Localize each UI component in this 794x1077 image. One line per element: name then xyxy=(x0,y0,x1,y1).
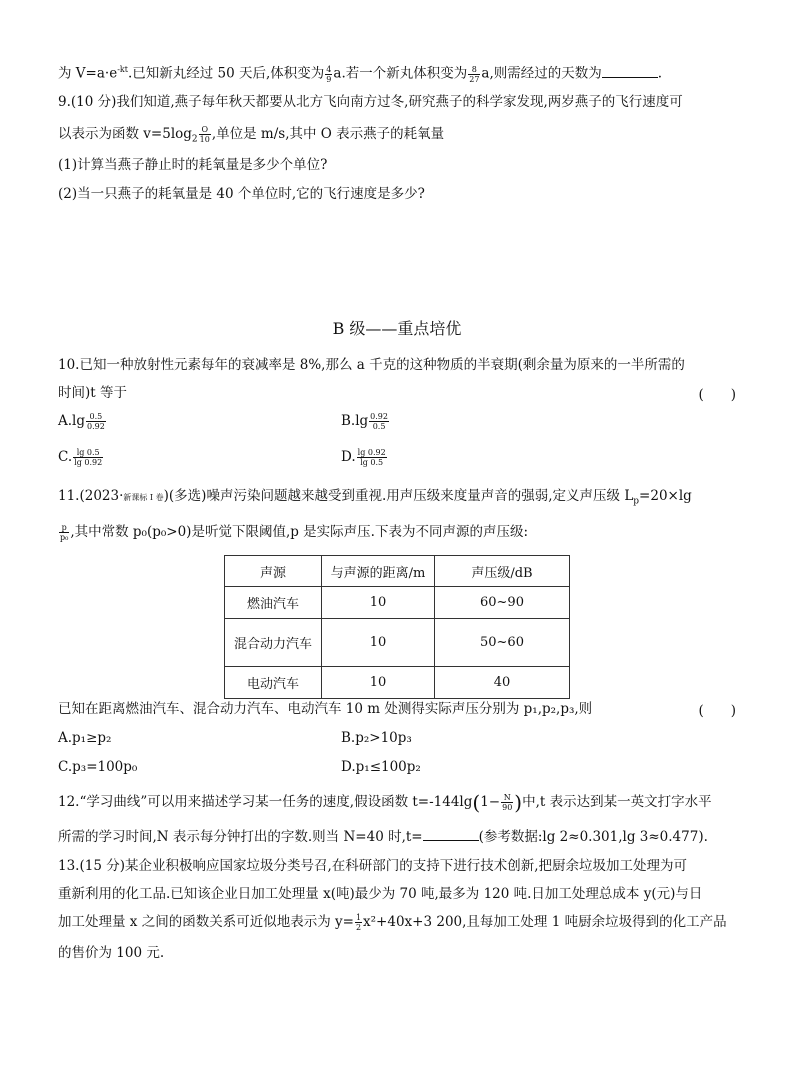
q12-answer-blank[interactable] xyxy=(423,826,479,841)
q13-line-1: 13.(15 分)某企业积极响应国家垃圾分类号召,在科研部门的支持下进行技术创新,把厨余垃圾加工处理为可 xyxy=(58,858,688,874)
q11-after-table: 已知在距离燃油汽车、混合动力汽车、电动汽车 10 m 处测得实际声压分别为 p₁,p₂,p₃,则 xyxy=(58,701,593,717)
q11-answer-paren[interactable]: ( ) xyxy=(698,703,736,719)
table-header-cell: 声压级/dB xyxy=(435,556,570,587)
q12-line-2 xyxy=(58,826,708,847)
table-cell: 10 xyxy=(322,587,435,619)
q11-line1-c: =20×lg xyxy=(639,488,692,504)
q12-line-1: 12.“学习曲线”可以用来描述学习某一任务的速度,假设函数 t=-144lg(1− $\frac{N}{90}$ )中,t 表示达到某一英文打字水平 xyxy=(58,790,712,815)
q10-line-1: 10.已知一种放射性元素每年的衰减率是 8%,那么 a 千克的这种物质的半衰期(剩余量为原来的一半所需的 xyxy=(58,357,685,373)
q11-line1-a: 11.(2023· xyxy=(58,488,124,504)
q10-option-c[interactable] xyxy=(58,448,104,467)
q11-option-b[interactable]: B.p₂>10p₃ xyxy=(341,730,412,746)
q10-option-a-fraction: $\frac{0.5}{0.92}$ xyxy=(87,412,105,431)
q10-option-a-label: A.lg xyxy=(58,413,85,429)
q10-option-d[interactable] xyxy=(341,448,388,467)
q11-option-d[interactable]: D.p₁≤100p₂ xyxy=(341,759,421,775)
q8-line xyxy=(58,60,662,84)
q12-fraction: $\frac{N}{90}$ xyxy=(502,793,513,812)
q8-fraction-2: $\frac{8}{27}$ xyxy=(469,64,480,84)
q8-exponent: -kt xyxy=(117,65,128,74)
q8-text-e: . xyxy=(657,65,663,82)
q12-line2-b: (参考数据:lg 2≈0.301,lg 3≈0.477). xyxy=(478,829,708,845)
table-cell: 40 xyxy=(435,667,570,699)
q12-line2-a: 所需的学习时间,N 表示每分钟打出的字数.则当 N=40 时,t= xyxy=(58,829,423,845)
q9-sub-question-2: (2)当一只燕子的耗氧量是 40 个单位时,它的飞行速度是多少? xyxy=(58,186,425,202)
right-paren-glyph: ) xyxy=(514,790,523,815)
q11-line1-b: )(多选)噪声污染问题越来越受到重视.用声压级来度量声音的强弱,定义声压级 L xyxy=(163,488,634,504)
section-title-b: B 级——重点培优 xyxy=(332,319,462,338)
q8-fraction-1: $\frac{4}{9}$ xyxy=(326,64,332,84)
table-header-cell: 与声源的距离/m xyxy=(322,556,435,587)
q10-option-b-label: B.lg xyxy=(341,413,369,429)
table-header-row xyxy=(225,556,570,587)
q10-line-2: 时间)t 等于 xyxy=(58,385,127,401)
table-cell: 50~60 xyxy=(435,619,570,667)
q11-option-c[interactable]: C.p₃=100p₀ xyxy=(58,759,138,775)
q13-line3-a: 加工处理量 x 之间的函数关系可近似地表示为 y= xyxy=(58,914,354,930)
sound-source-table xyxy=(224,555,570,699)
q11-option-a[interactable]: A.p₁≥p₂ xyxy=(58,730,112,746)
q9-sub-question-1: (1)计算当燕子静止时的耗氧量是多少个单位? xyxy=(58,157,328,173)
q10-option-d-fraction: $\frac{\lg 0.92}{\lg 0.5}$ xyxy=(357,448,386,467)
q13-line-3 xyxy=(58,912,727,932)
q8-text-a: 为 V=a·e xyxy=(58,65,118,82)
table-cell: 10 xyxy=(322,667,435,699)
q9-line-1: 9.(10 分)我们知道,燕子每年秋天都要从北方飞向南方过冬,研究燕子的科学家发现,两岁燕子的飞行速度可 xyxy=(58,94,683,110)
q13-fraction: $\frac{1}{2}$ xyxy=(355,913,362,932)
q10-option-b-fraction: $\frac{0.92}{0.5}$ xyxy=(370,412,388,431)
q13-line3-b: x²+40x+3 200,且每加工处理 1 吨厨余垃圾得到的化工产品 xyxy=(363,914,727,930)
q9-line2-a: 以表示为函数 v=5log xyxy=(58,126,192,142)
q8-answer-blank[interactable] xyxy=(602,63,658,78)
q10-option-a[interactable] xyxy=(58,412,107,431)
q12-line1-b: 中,t 表示达到某一英文打字水平 xyxy=(522,794,712,810)
table-row xyxy=(225,619,570,667)
q9-log-base: 2 xyxy=(191,134,198,145)
q11-fraction: $\frac{p}{\text{p₀}}$ xyxy=(60,523,69,542)
table-row xyxy=(225,587,570,619)
table-cell: 60~90 xyxy=(435,587,570,619)
q8-text-c: a.若一个新丸体积变为 xyxy=(333,65,468,82)
table-header-cell: 声源 xyxy=(225,556,322,587)
table-cell: 混合动力汽车 xyxy=(225,619,322,667)
q13-line-4: 的售价为 100 元. xyxy=(58,945,165,961)
q10-option-c-label: C. xyxy=(58,449,73,465)
q9-line2-b: ,单位是 m/s,其中 O 表示燕子的耗氧量 xyxy=(211,126,445,142)
table-cell: 燃油汽车 xyxy=(225,587,322,619)
q11-sub-p: p xyxy=(633,496,640,507)
q10-answer-paren[interactable]: ( ) xyxy=(698,387,736,403)
q9-line-2 xyxy=(58,124,444,150)
q10-option-d-label: D. xyxy=(341,449,356,465)
q10-option-c-fraction: $\frac{\lg 0.5}{\lg 0.92}$ xyxy=(74,448,103,467)
q9-fraction: $\frac{O}{10}$ xyxy=(199,125,210,144)
table-cell: 电动汽车 xyxy=(225,667,322,699)
q11-line-2 xyxy=(58,522,528,542)
table-row xyxy=(225,667,570,699)
q12-line1-a: 12.“学习曲线”可以用来描述学习某一任务的速度,假设函数 t=-144lg xyxy=(58,794,473,810)
table-cell: 10 xyxy=(322,619,435,667)
q8-text-d: a,则需经过的天数为 xyxy=(481,65,602,82)
q8-text-b: .已知新丸经过 50 天后,体积变为 xyxy=(127,65,325,82)
q11-source-tag: 新课标 Ⅰ 卷 xyxy=(123,493,164,502)
q11-line-1 xyxy=(58,486,692,512)
left-paren-glyph: ( xyxy=(472,790,481,815)
q10-option-b[interactable] xyxy=(341,412,390,431)
q13-line-2: 重新利用的化工品.已知该企业日加工处理量 x(吨)最少为 70 吨,最多为 120 吨.日加工处理总成本 y(元)与日 xyxy=(58,886,703,902)
q11-line2-b: ,其中常数 p₀(p₀>0)是听觉下限阈值,p 是实际声压.下表为不同声源的声压级: xyxy=(70,524,529,540)
